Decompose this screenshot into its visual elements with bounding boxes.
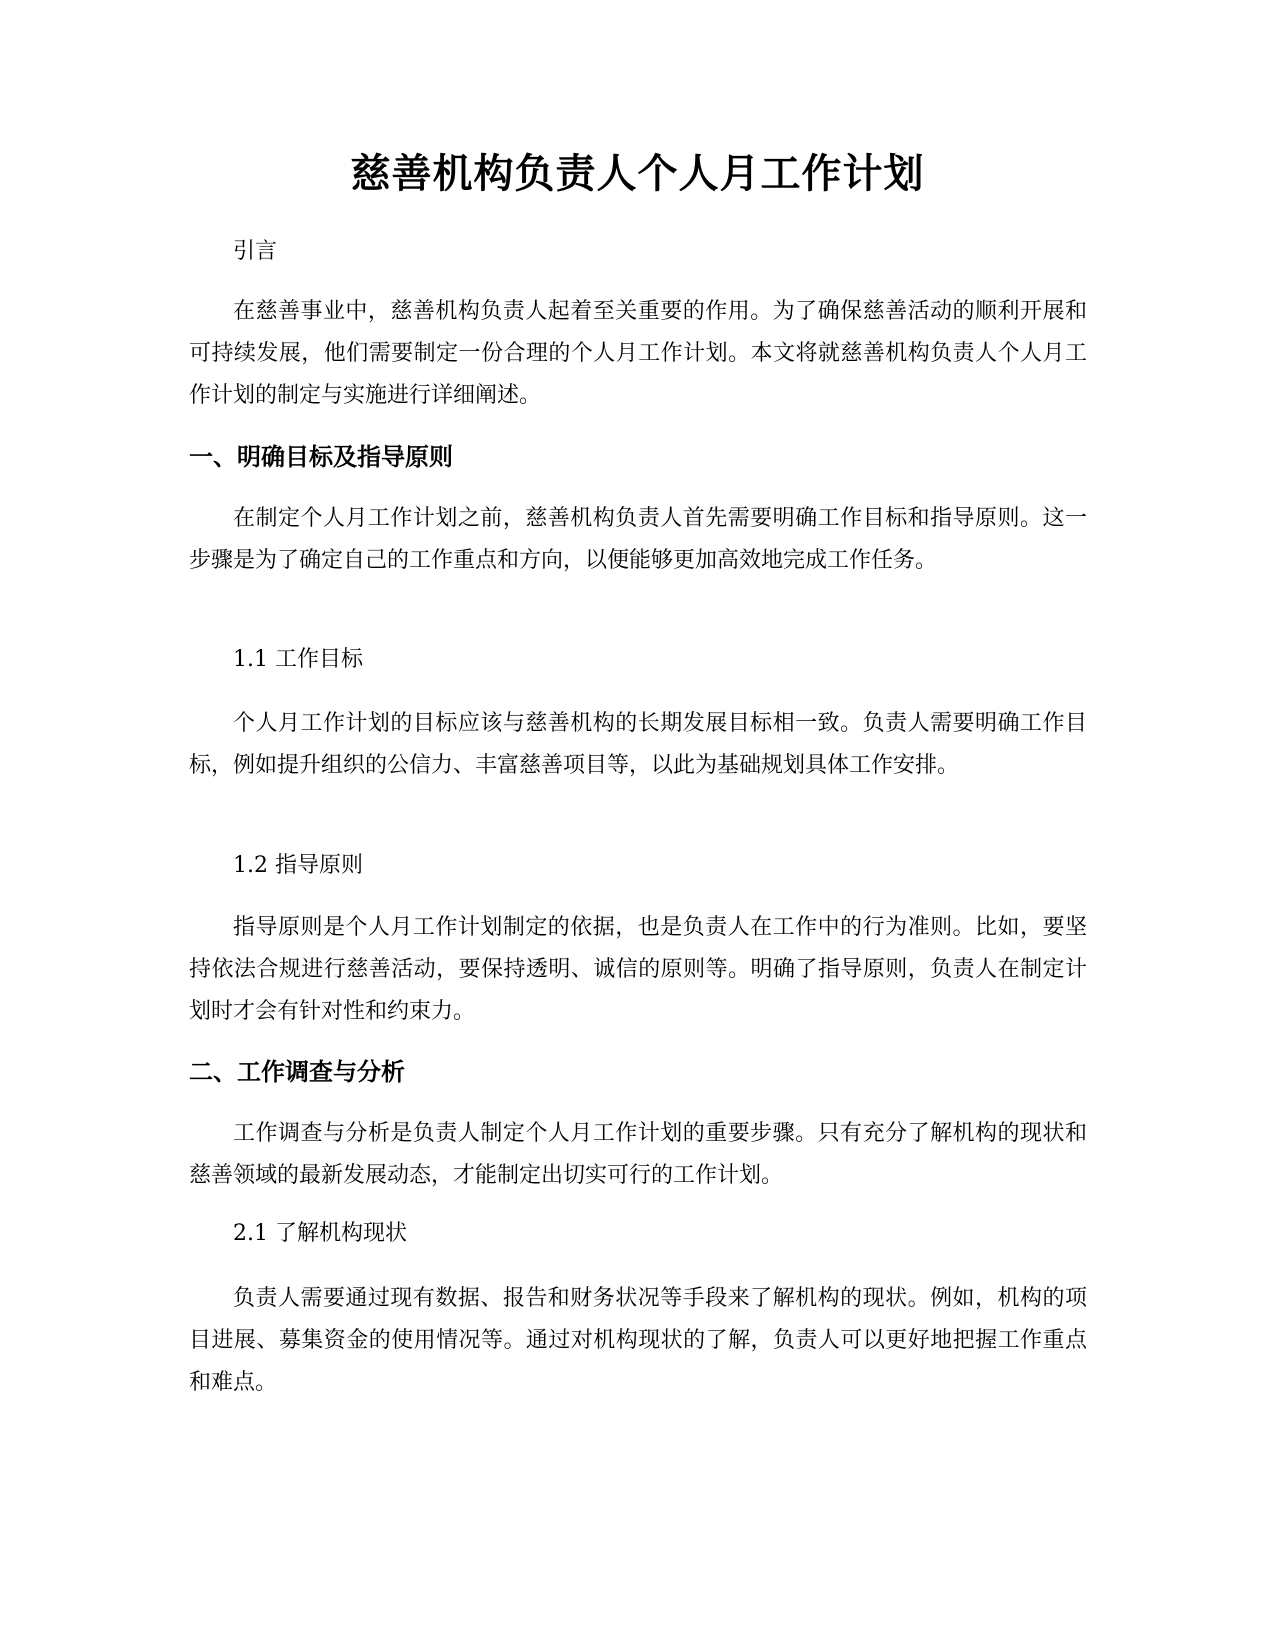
subsection-1-1-heading: 1.1 工作目标	[233, 647, 363, 672]
section-2-heading: 二、工作调查与分析	[189, 1058, 405, 1086]
subsection-1-2-paragraph: 指导原则是个人月工作计划制定的依据，也是负责人在工作中的行为准则。比如，要坚持依法合规进行慈善活动，要保持透明、诚信的原则等。明确了指导原则，负责人在制定计划时才会有针对性和约束力。	[189, 915, 1087, 1024]
intro-paragraph: 在慈善事业中，慈善机构负责人起着至关重要的作用。为了确保慈善活动的顺利开展和可持续发展，他们需要制定一份合理的个人月工作计划。本文将就慈善机构负责人个人月工作计划的制定与实施进行详细阐述。	[189, 299, 1087, 408]
subsection-2-1-paragraph: 负责人需要通过现有数据、报告和财务状况等手段来了解机构的现状。例如，机构的项目进展、募集资金的使用情况等。通过对机构现状的了解，负责人可以更好地把握工作重点和难点。	[189, 1286, 1087, 1395]
section-1-heading: 一、明确目标及指导原则	[189, 443, 453, 471]
subsection-1-2-heading: 1.2 指导原则	[233, 853, 363, 878]
subsection-1-1-paragraph: 个人月工作计划的目标应该与慈善机构的长期发展目标相一致。负责人需要明确工作目标，例如提升组织的公信力、丰富慈善项目等，以此为基础规划具体工作安排。	[189, 711, 1087, 778]
subsection-2-1-heading: 2.1 了解机构现状	[233, 1221, 407, 1246]
intro-label: 引言	[233, 239, 278, 264]
document-title: 慈善机构负责人个人月工作计划	[350, 151, 925, 197]
section-2-paragraph: 工作调查与分析是负责人制定个人月工作计划的重要步骤。只有充分了解机构的现状和慈善领域的最新发展动态，才能制定出切实可行的工作计划。	[189, 1121, 1087, 1188]
section-1-paragraph: 在制定个人月工作计划之前，慈善机构负责人首先需要明确工作目标和指导原则。这一步骤是为了确定自己的工作重点和方向，以便能够更加高效地完成工作任务。	[189, 506, 1087, 573]
